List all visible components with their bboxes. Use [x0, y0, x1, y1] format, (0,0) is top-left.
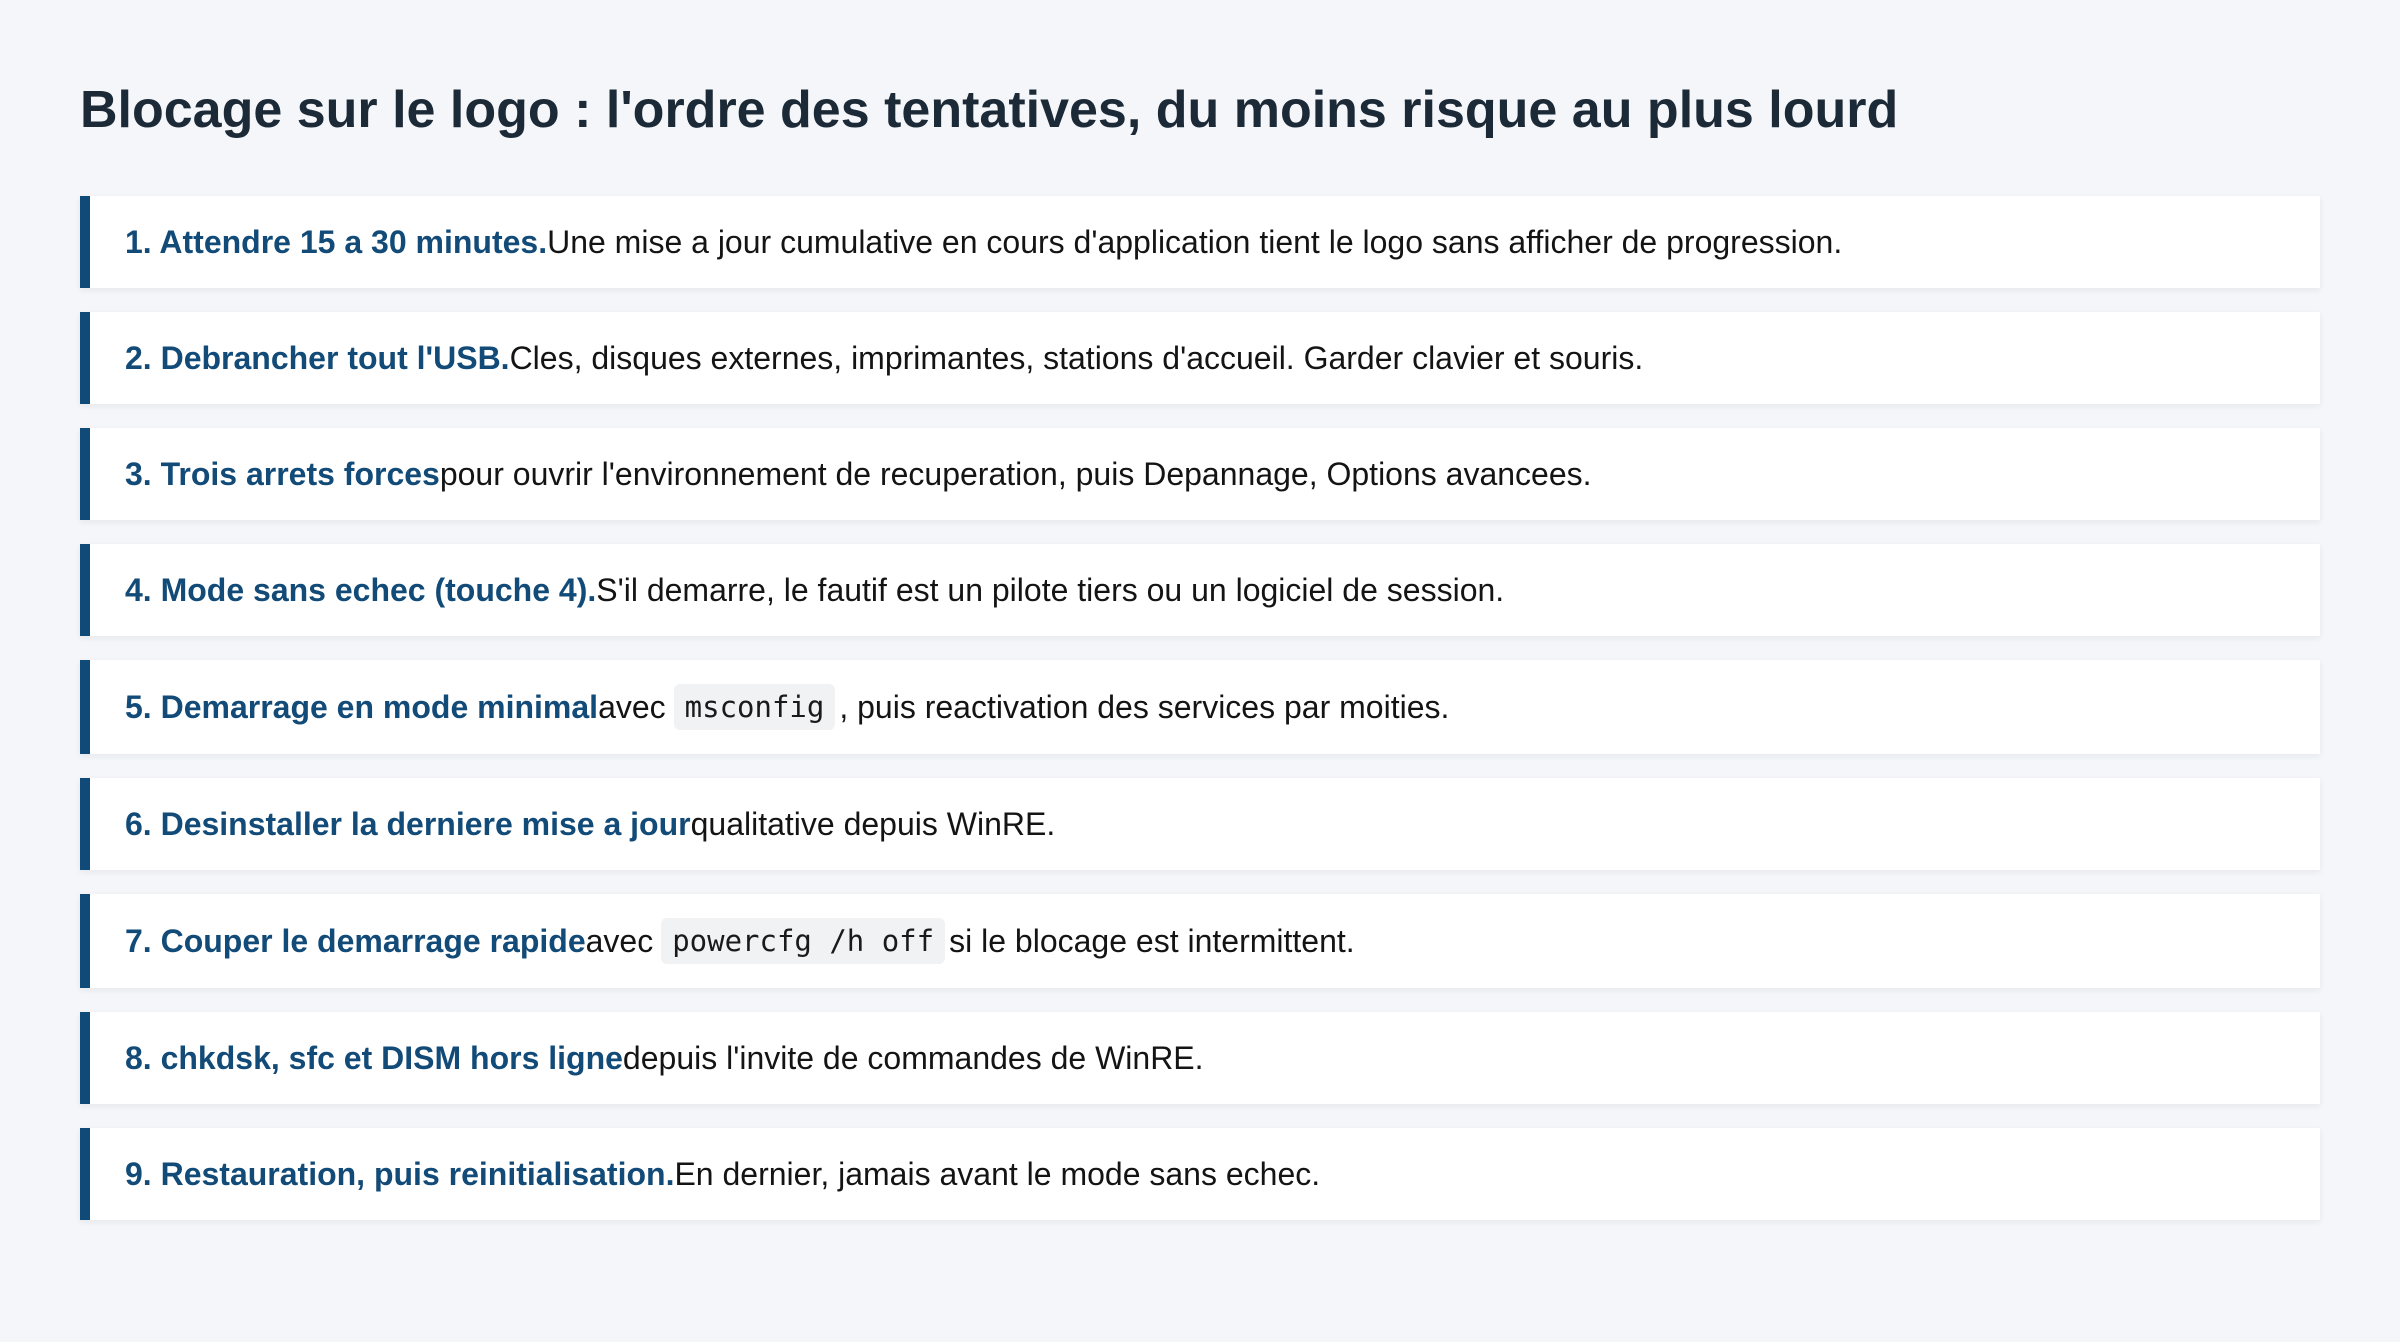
step-text: depuis l'invite de commandes de WinRE. — [622, 1040, 1204, 1076]
step-text: qualitative depuis WinRE. — [690, 806, 1056, 842]
steps-list — [80, 196, 2320, 1220]
step-item — [80, 778, 2320, 870]
step-text: S'il demarre, le fautif est un pilote tiers ou un logiciel de session. — [596, 572, 1505, 608]
step-lead: 5. Demarrage en mode minimal — [125, 689, 599, 725]
step-item — [80, 428, 2320, 520]
step-text: En dernier, jamais avant le mode sans echec. — [674, 1156, 1321, 1192]
page-title: Blocage sur le logo : l'ordre des tentatives, du moins risque au plus lourd — [80, 81, 1899, 139]
step-lead: 1. Attendre 15 a 30 minutes. — [125, 224, 548, 260]
step-text: pour ouvrir l'environnement de recuperation, puis Depannage, Options avancees. — [439, 456, 1592, 492]
step-item — [80, 1012, 2320, 1104]
command-code: powercfg /h off — [661, 918, 945, 964]
step-text: Cles, disques externes, imprimantes, stations d'accueil. Garder clavier et souris. — [509, 340, 1644, 376]
step-item — [80, 544, 2320, 636]
step-lead: 3. Trois arrets forces — [125, 456, 440, 492]
step-text-after: , puis reactivation des services par moities. — [839, 689, 1450, 725]
step-lead: 2. Debrancher tout l'USB. — [125, 340, 510, 376]
step-text-before: avec — [598, 689, 666, 725]
step-item — [80, 894, 2320, 988]
step-text-after: si le blocage est intermittent. — [949, 923, 1355, 959]
step-item — [80, 1128, 2320, 1220]
step-item — [80, 196, 2320, 288]
step-lead: 4. Mode sans echec (touche 4). — [125, 572, 597, 608]
step-text-before: avec — [585, 923, 654, 959]
step-lead: 9. Restauration, puis reinitialisation. — [125, 1156, 675, 1192]
step-lead: 7. Couper le demarrage rapide — [125, 923, 586, 959]
command-code: msconfig — [674, 684, 836, 730]
step-item — [80, 312, 2320, 404]
step-lead: 6. Desinstaller la derniere mise a jour — [125, 806, 691, 842]
step-lead: 8. chkdsk, sfc et DISM hors ligne — [125, 1040, 623, 1076]
step-item — [80, 660, 2320, 754]
step-text: Une mise a jour cumulative en cours d'application tient le logo sans afficher de progression. — [547, 224, 1843, 260]
